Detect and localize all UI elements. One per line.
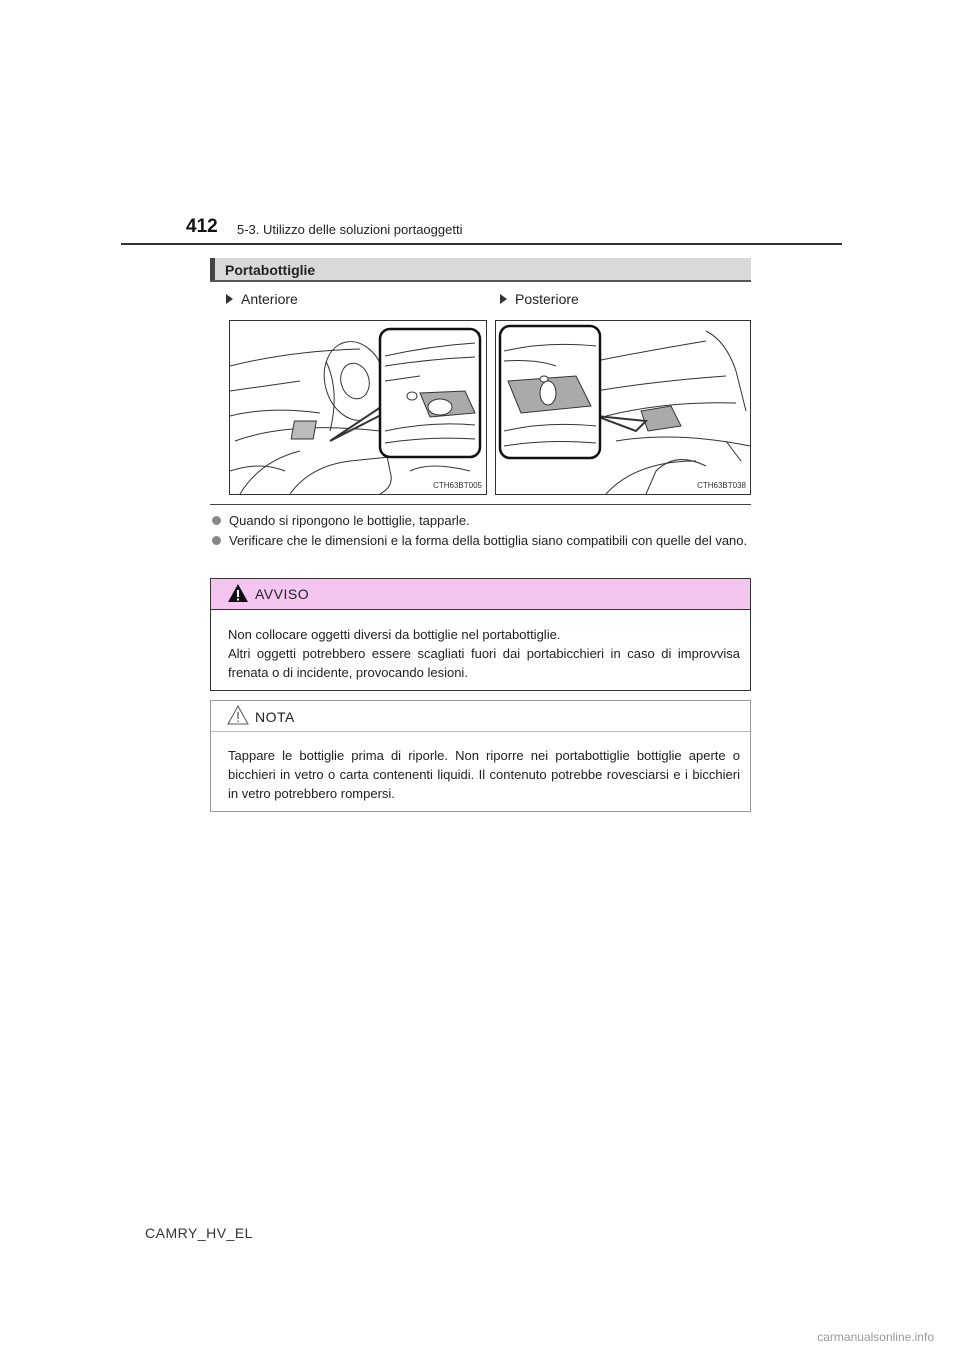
figure-code: CTH63BT005 bbox=[433, 481, 482, 490]
figure-divider bbox=[210, 504, 751, 505]
note-body: Tappare le bottiglie prima di riporle. Non riporre nei portabottiglie bottiglie aperte o bicchieri in vetro o carta contenenti liquidi. Il contenuto potrebbe rovesciarsi e i bicchieri in vetro potrebbero rompersi. bbox=[228, 748, 740, 801]
warning-header bbox=[211, 579, 750, 610]
illustration-front-bottle-holder bbox=[229, 320, 487, 495]
bullet-item bbox=[210, 512, 751, 530]
note-box bbox=[210, 700, 751, 812]
page-number: 412 bbox=[186, 216, 218, 237]
note-title: NOTA bbox=[255, 709, 295, 725]
bullet-item bbox=[210, 532, 751, 550]
note-header bbox=[211, 701, 750, 732]
header-divider bbox=[121, 243, 842, 245]
warning-box bbox=[210, 578, 751, 691]
chapter-title: 5-3. Utilizzo delle soluzioni portaoggetti bbox=[237, 222, 463, 237]
watermark: carmanualsonline.info bbox=[817, 1330, 934, 1344]
triangle-bullet-icon bbox=[500, 294, 507, 304]
warning-triangle-icon bbox=[227, 582, 249, 604]
bullet-text: Quando si ripongono le bottiglie, tapparle. bbox=[229, 513, 470, 528]
illustration-rear-bottle-holder bbox=[495, 320, 751, 495]
bullet-dot-icon bbox=[212, 516, 221, 525]
section-title: Portabottiglie bbox=[225, 262, 316, 278]
section-heading bbox=[210, 258, 751, 282]
figure-code: CTH63BT038 bbox=[697, 481, 746, 490]
section-marker bbox=[210, 258, 215, 280]
bullet-dot-icon bbox=[212, 536, 221, 545]
figure-label-front bbox=[226, 291, 298, 307]
figure-label-text: Anteriore bbox=[241, 291, 298, 307]
warning-line: Altri oggetti potrebbero essere scagliati fuori dai portabicchieri in caso di improvvisa frenata o di incidente, provocando lesioni. bbox=[228, 646, 740, 680]
warning-body bbox=[211, 610, 750, 682]
caution-triangle-icon bbox=[227, 704, 249, 726]
warning-line: Non collocare oggetti diversi da bottiglie nel portabottiglie. bbox=[228, 627, 561, 642]
figure-label-text: Posteriore bbox=[515, 291, 579, 307]
triangle-bullet-icon bbox=[226, 294, 233, 304]
figure-label-rear bbox=[500, 291, 579, 307]
front-console-drawing bbox=[230, 321, 486, 494]
footer-model-code: CAMRY_HV_EL bbox=[145, 1225, 253, 1241]
bullet-text: Verificare che le dimensioni e la forma della bottiglia siano compatibili con quelle del vano. bbox=[229, 533, 748, 548]
warning-title: AVVISO bbox=[255, 586, 310, 602]
rear-door-drawing bbox=[496, 321, 750, 494]
